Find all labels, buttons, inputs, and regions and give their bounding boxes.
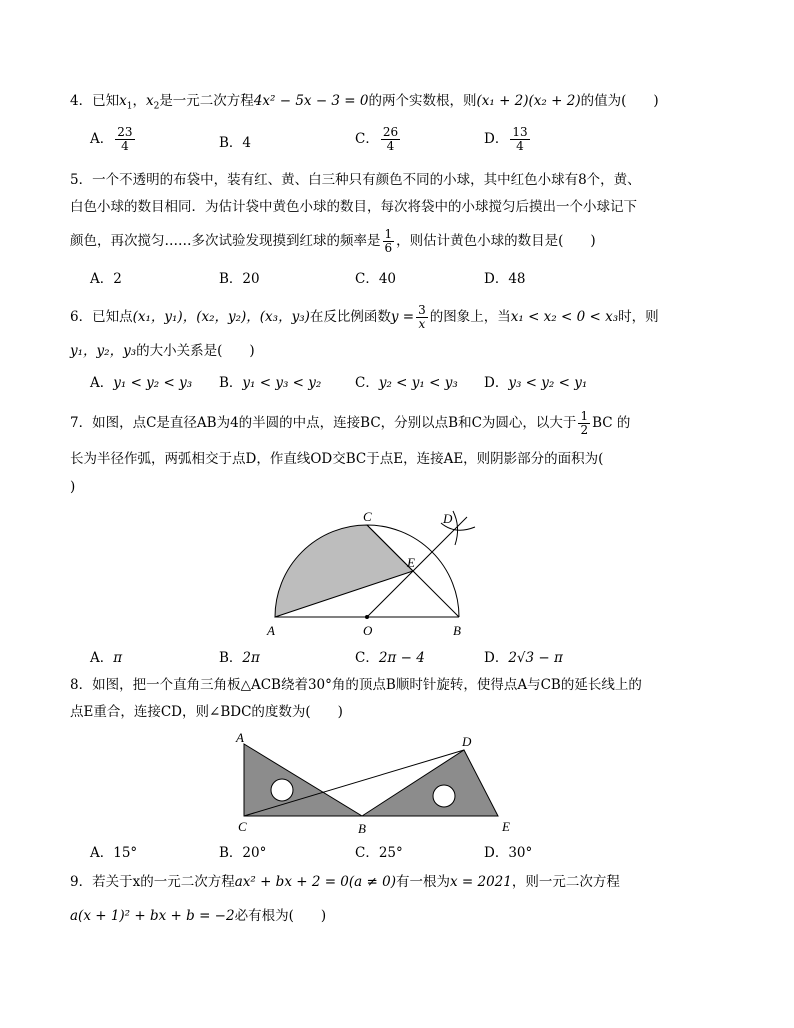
numerator: 1 (384, 227, 393, 241)
q5-option-d[interactable] (484, 269, 526, 289)
q6-option-b[interactable] (219, 373, 321, 393)
q4-x1-sub: 1 (126, 101, 133, 112)
q5-option-c[interactable] (355, 269, 396, 289)
label-d: D (443, 511, 453, 526)
q7-option-b[interactable] (219, 648, 260, 668)
q7-line1b: BC 的 (592, 415, 631, 431)
option-label: A． (90, 375, 114, 391)
option-text: 4 (242, 135, 252, 151)
denominator: 4 (516, 139, 524, 153)
q4-stem-d: 的值为( ) (580, 93, 659, 109)
q5-line1: 5．一个不透明的布袋中，装有红、黄、白三种只有颜色不同的小球，其中红色小球有8个，黄、 (70, 172, 641, 188)
fraction (383, 228, 395, 255)
q4-stem-c: 的两个实数根，则 (368, 93, 477, 109)
label-e: E (407, 555, 415, 570)
option-text: 30° (508, 845, 533, 861)
q5-option-b[interactable] (219, 269, 260, 289)
label-c: C (363, 509, 372, 524)
triangle-acb (244, 744, 362, 816)
option-text: y₁ < y₂ < y₃ (113, 375, 193, 391)
q8-line2: 点E重合，连接CD，则∠BDC的度数为( ) (70, 704, 343, 720)
q4-sep: ， (132, 93, 146, 109)
option-label: D． (484, 131, 509, 147)
denominator: 4 (121, 139, 129, 153)
q9-line2 (70, 906, 326, 926)
q7-line2: 长为半径作弧，两弧相交于点D，作直线OD交BC于点E，连接AE，则阴影部分的面积为( (70, 451, 604, 467)
option-text: 2 (113, 271, 122, 287)
fraction (115, 126, 134, 153)
q4-stem (70, 91, 659, 117)
option-text: y₁ < y₃ < y₂ (242, 375, 322, 391)
label-o: O (363, 623, 373, 638)
numerator: 1 (580, 409, 589, 423)
denominator: 4 (386, 139, 395, 153)
q6-line1 (70, 304, 659, 331)
option-label: B． (219, 271, 243, 287)
q5-line2: 白色小球的数目相同．为估计袋中黄色小球的数目，每次将袋中的小球搅匀后摸出一个小球记下 (70, 199, 637, 215)
q6-line2b: 的大小关系是( ) (136, 343, 255, 359)
q6-cond: x₁ < x₂ < 0 < x₃ (510, 309, 619, 325)
option-label: C． (355, 375, 379, 391)
q6-option-d[interactable] (484, 373, 587, 393)
q4-x2-sub: 2 (153, 101, 160, 112)
option-label: B． (219, 375, 243, 391)
q9-eq2: a(x + 1)² + bx + b = −2 (70, 908, 235, 924)
q6-line1b: 在反比例函数 (309, 309, 391, 325)
option-label: A． (90, 650, 114, 666)
option-label: D． (484, 271, 509, 287)
label-c: C (238, 819, 247, 834)
q6-line1c: 的图象上，当 (429, 309, 511, 325)
fraction (416, 304, 428, 331)
q7-option-c[interactable] (355, 648, 425, 668)
option-label: A． (90, 271, 114, 287)
option-label: D． (484, 375, 509, 391)
q4-stem-b: 是一元二次方程 (159, 93, 254, 109)
q6-points: (x₁，y₁)，(x₂，y₂)，(x₃，y₃) (132, 309, 310, 325)
q6-line2a: y₁，y₂，y₃ (70, 343, 137, 359)
q4-x2: x (145, 93, 154, 109)
q5-line3a: 颜色，再次搅匀……多次试验发现摸到红球的频率是 (70, 233, 381, 249)
option-label: C． (355, 131, 379, 147)
triangle-hole-2 (433, 785, 455, 807)
option-text: 48 (508, 271, 526, 287)
fraction (510, 126, 529, 153)
q9-root: x = 2021 (449, 874, 512, 890)
label-d: D (462, 734, 472, 749)
option-label: B． (219, 650, 243, 666)
numerator: 13 (512, 125, 528, 139)
option-text: 25° (378, 845, 403, 861)
q9-line1 (70, 872, 620, 892)
option-text: π (113, 650, 123, 666)
shaded-region (275, 525, 413, 617)
q9-line1b: 有一根为 (395, 874, 450, 890)
q9-eq1: ax² + bx + 2 = 0(a ≠ 0) (234, 874, 396, 890)
q4-stem-a: 4．已知 (70, 93, 120, 109)
option-label: D． (484, 845, 509, 861)
q4-option-c[interactable] (355, 126, 402, 153)
option-text: 2π − 4 (378, 650, 425, 666)
option-label: D． (484, 650, 509, 666)
q5-option-a[interactable] (90, 269, 122, 289)
option-text: 40 (378, 271, 397, 287)
q4-x1: x (119, 93, 127, 109)
q9-line1c: ，则一元二次方程 (511, 874, 620, 890)
option-text: y₂ < y₁ < y₃ (378, 375, 458, 391)
q9-line1a: 9．若关于x的一元二次方程 (70, 874, 235, 890)
label-a: A (267, 623, 275, 638)
denominator: 2 (580, 423, 589, 437)
q6-line1a: 6．已知点 (70, 309, 133, 325)
q4-option-d[interactable] (484, 126, 532, 153)
center-point (365, 615, 369, 619)
q9-line2b: 必有根为( ) (234, 908, 327, 924)
q8-option-d[interactable] (484, 843, 532, 863)
q5-line3 (70, 228, 596, 255)
q6-option-a[interactable] (90, 373, 192, 393)
option-text: 2π (242, 650, 260, 666)
option-text: 20 (242, 271, 260, 287)
fraction (381, 126, 400, 153)
q8-option-a[interactable] (90, 843, 137, 863)
numerator: 23 (117, 125, 133, 139)
label-b: B (358, 821, 366, 836)
q7-line1a: 7．如图，点C是直径AB为4的半圆的中点，连接BC，分别以点B和C为圆心，以大于 (70, 415, 577, 431)
option-text: 20° (242, 845, 267, 861)
numerator: 3 (418, 303, 426, 317)
q7-option-a[interactable] (90, 648, 122, 668)
option-label: A． (90, 845, 114, 861)
option-label: C． (355, 845, 379, 861)
q8-figure (228, 730, 528, 838)
q8-option-b[interactable] (219, 843, 266, 863)
q4-expr: (x₁ + 2)(x₂ + 2) (476, 93, 581, 109)
option-label: B． (219, 135, 243, 151)
q6-line2 (70, 341, 255, 361)
q5-line3b: ，则估计黄色小球的数目是( ) (396, 233, 596, 249)
q7-line3: ) (70, 479, 76, 495)
label-b: B (453, 623, 461, 638)
fraction (578, 410, 590, 437)
triangle-hole-1 (271, 779, 293, 801)
option-text: 15° (113, 845, 138, 861)
denominator: 6 (384, 241, 393, 255)
denominator: x (418, 317, 426, 331)
q8-option-c[interactable] (355, 843, 403, 863)
q7-line1 (70, 410, 630, 437)
q8-line1: 8．如图，把一个直角三角板△ACB绕着30°角的顶点B顺时针旋转，使得点A与CB的延长线上的 (70, 677, 642, 693)
label-e: E (502, 819, 510, 834)
option-label: C． (355, 271, 379, 287)
option-label: B． (219, 845, 243, 861)
q6-option-c[interactable] (355, 373, 458, 393)
q7-figure (255, 505, 495, 643)
q4-option-b[interactable] (219, 133, 251, 153)
option-text: y₃ < y₂ < y₁ (508, 375, 588, 391)
numerator: 26 (382, 125, 399, 139)
label-a: A (236, 730, 244, 745)
option-label: A． (90, 131, 114, 147)
q6-func-lhs: y = (390, 309, 415, 325)
option-text: 2√3 − π (508, 650, 563, 666)
q4-equation: 4x² − 5x − 3 = 0 (253, 93, 369, 109)
q6-line1d: 时，则 (618, 309, 659, 325)
q7-option-d[interactable] (484, 648, 563, 668)
construction-arc-2 (453, 511, 458, 545)
q4-option-a[interactable] (90, 126, 137, 153)
option-label: C． (355, 650, 379, 666)
